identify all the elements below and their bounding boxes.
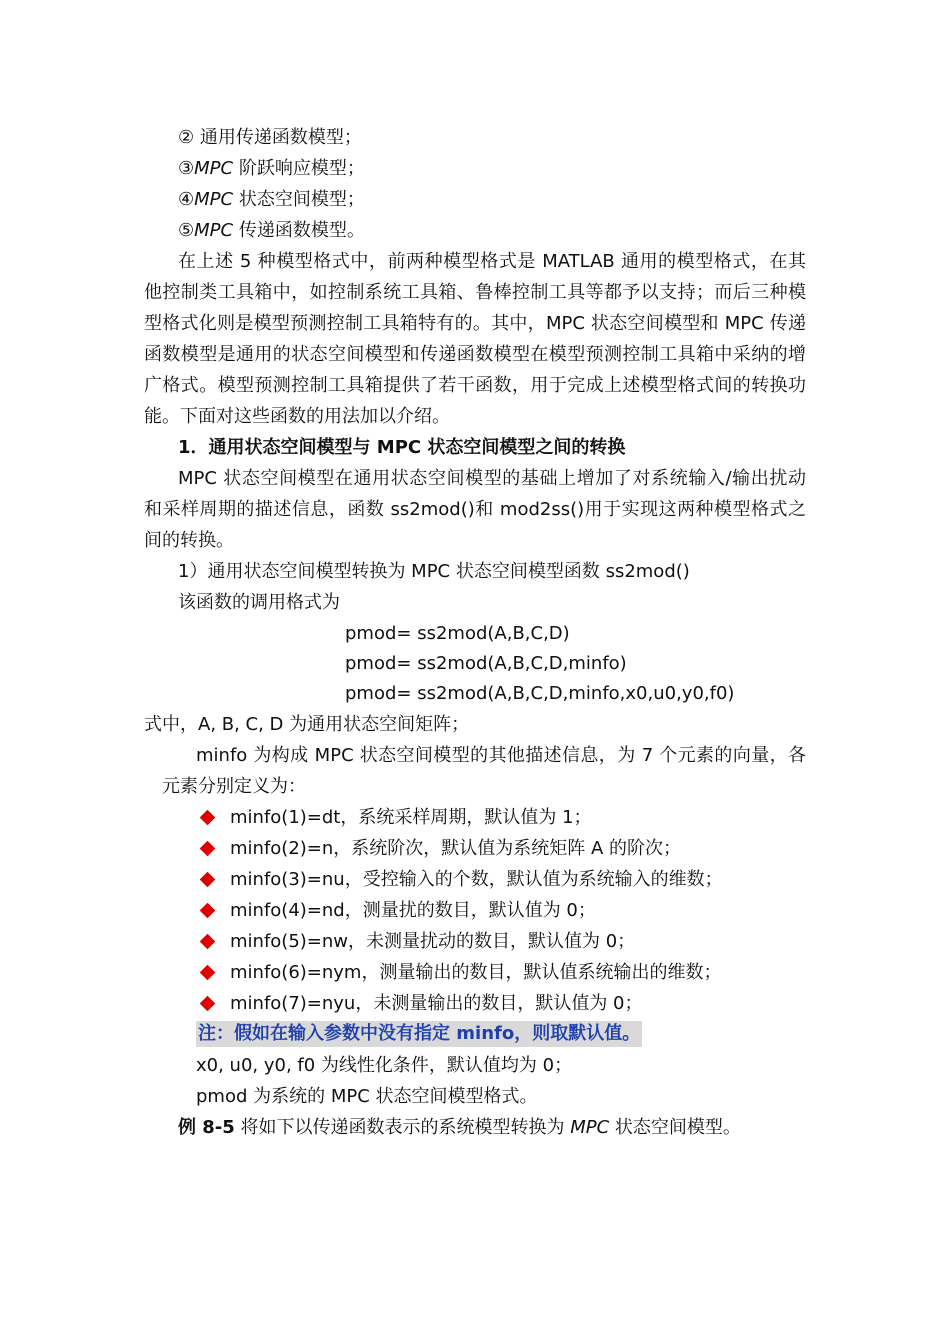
section-line-1: MPC 状态空间模型在通用状态空间模型的基础上增加了对系统输入/输出扰动 <box>178 468 806 489</box>
minfo-desc-line-1: minfo 为构成 MPC 状态空间模型的其他描述信息，为 7 个元素的向量，各 <box>196 745 806 766</box>
bullet-item: minfo(6)=nym，测量输出的数目，默认值系统输出的维数； <box>230 962 722 983</box>
bullet-item: minfo(2)=n，系统阶次，默认值为系统矩阵 A 的阶次； <box>230 838 682 859</box>
example-label: 例 8-5 <box>178 1117 235 1138</box>
section-line-3: 间的转换。 <box>144 530 234 551</box>
bullet-diamond-icon <box>200 934 216 950</box>
example-line <box>178 1116 741 1140</box>
list-item-3 <box>178 157 365 181</box>
subheading: 1）通用状态空间模型转换为 MPC 状态空间模型函数 ss2mod() <box>178 561 690 582</box>
list-item-number: ⑤ <box>178 220 195 241</box>
mpc-term: MPC <box>570 1117 610 1138</box>
bullet-item: minfo(3)=nu，受控输入的个数，默认值为系统输入的维数； <box>230 869 723 890</box>
bullet-diamond-icon <box>200 810 216 826</box>
list-item-text: 阶跃响应模型； <box>233 158 365 179</box>
mpc-term: MPC <box>194 220 234 241</box>
intro-line-2: 他控制类工具箱中，如控制系统工具箱、鲁棒控制工具等都予以支持；而后三种模 <box>144 282 806 303</box>
note-highlight: 注：假如在输入参数中没有指定 minfo，则取默认值。 <box>196 1021 642 1047</box>
section-heading: 1．通用状态空间模型与 MPC 状态空间模型之间的转换 <box>178 437 626 458</box>
intro-line-6: 能。下面对这些函数的用法加以介绍。 <box>144 406 450 427</box>
mpc-term: MPC <box>194 158 234 179</box>
bullet-item: minfo(7)=nyu，未测量输出的数目，默认值为 0； <box>230 993 643 1014</box>
example-text-end: 状态空间模型。 <box>609 1117 741 1138</box>
bullet-diamond-icon <box>200 841 216 857</box>
list-item-4 <box>178 188 365 212</box>
list-item-number: ④ <box>178 189 195 210</box>
intro-line-5: 广格式。模型预测控制工具箱提供了若干函数，用于完成上述模型格式间的转换功 <box>144 375 806 396</box>
code-line-1: pmod= ss2mod(A,B,C,D) <box>345 623 570 644</box>
mpc-term: MPC <box>194 189 234 210</box>
list-item-2: ② 通用传递函数模型； <box>178 127 362 148</box>
code-line-3: pmod= ss2mod(A,B,C,D,minfo,x0,u0,y0,f0) <box>345 683 735 704</box>
bullet-item: minfo(1)=dt，系统采样周期，默认值为 1； <box>230 807 592 828</box>
pmod-line: pmod 为系统的 MPC 状态空间模型格式。 <box>196 1086 538 1107</box>
list-item-text: 状态空间模型； <box>233 189 365 210</box>
code-line-2: pmod= ss2mod(A,B,C,D,minfo) <box>345 653 627 674</box>
intro-line-1: 在上述 5 种模型格式中，前两种模型格式是 MATLAB 通用的模型格式，在其 <box>178 251 806 272</box>
bullet-diamond-icon <box>200 965 216 981</box>
linearization-line: x0, u0, y0, f0 为线性化条件，默认值均为 0； <box>196 1055 573 1076</box>
section-line-2: 和采样周期的描述信息，函数 ss2mod()和 mod2ss()用于实现这两种模型格式之 <box>144 499 806 520</box>
intro-line-4: 函数模型是通用的状态空间模型和传递函数模型在模型预测控制工具箱中采纳的增 <box>144 344 806 365</box>
bullet-diamond-icon <box>200 903 216 919</box>
call-format-label: 该函数的调用格式为 <box>178 592 340 613</box>
bullet-diamond-icon <box>200 872 216 888</box>
intro-line-3: 型格式化则是模型预测控制工具箱特有的。其中，MPC 状态空间模型和 MPC 传递 <box>144 313 806 334</box>
bullet-diamond-icon <box>200 996 216 1012</box>
list-item-text: 传递函数模型。 <box>233 220 365 241</box>
list-item-5 <box>178 219 365 243</box>
list-item-number: ③ <box>178 158 195 179</box>
example-text: 将如下以传递函数表示的系统模型转换为 <box>234 1117 571 1138</box>
minfo-desc-line-2: 元素分别定义为： <box>162 776 306 797</box>
bullet-item: minfo(5)=nw，未测量扰动的数目，默认值为 0； <box>230 931 636 952</box>
where-line: 式中，A, B, C, D 为通用状态空间矩阵； <box>144 714 470 735</box>
bullet-item: minfo(4)=nd，测量扰的数目，默认值为 0； <box>230 900 596 921</box>
